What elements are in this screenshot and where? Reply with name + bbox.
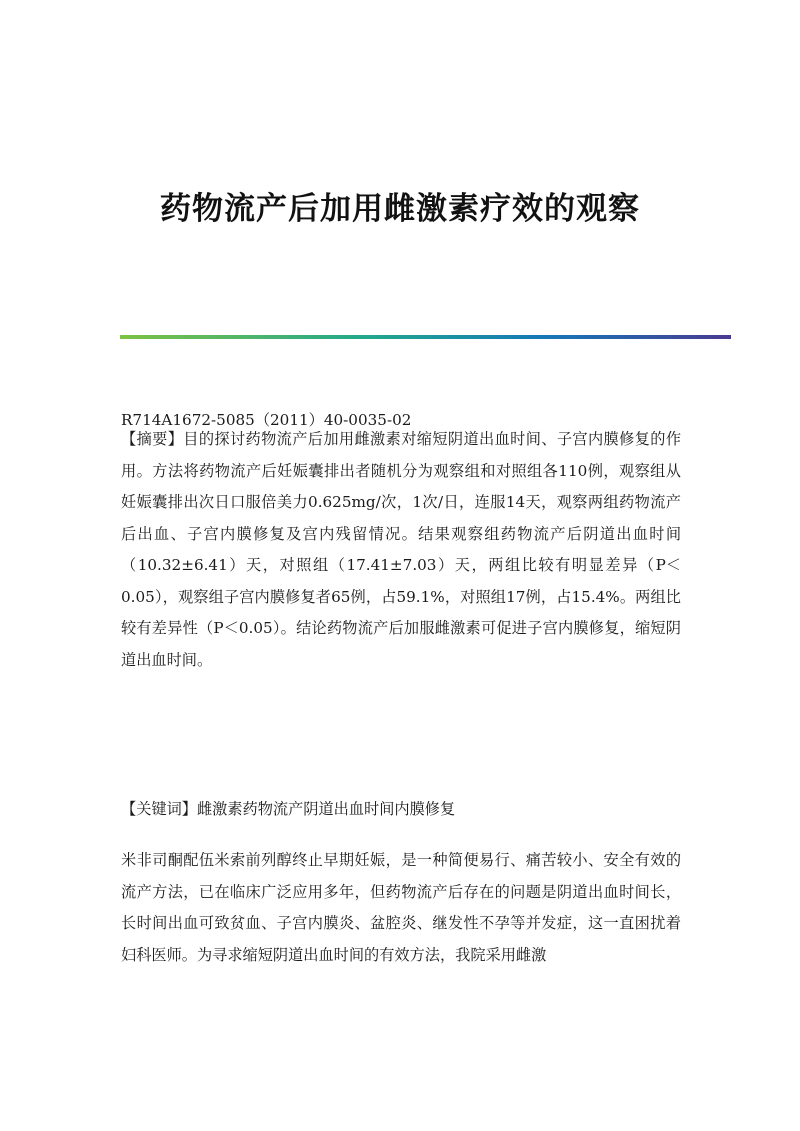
abstract-text: 目的探讨药物流产后加用雌激素对缩短阴道出血时间、子宫内膜修复的作用。方法将药物流产后妊娠囊排出者随机分为观察组和对照组各110例，观察组从妊娠囊排出次日口服倍美力0.625mg/次，1次/日，连服14天，观察两组药物流产后出血、子宫内膜修复及宫内残留情况。结果观察组药物流产后阴道出血时间（10.32±6.41）天，对照组（17.41±7.03）天，两组比较有明显差异（P＜0.05），观察组子宫内膜修复者65例，占59.1%，对照组17例，占15.4%。两组比较有差异性（P＜0.05）。结论药物流产后加服雌激素可促进子宫内膜修复，缩短阴道出血时间。 [121,430,682,669]
keywords-text: 雌激素药物流产阴道出血时间内膜修复 [196,800,456,818]
abstract-paragraph [121,424,681,676]
keywords-paragraph [121,794,681,826]
paper-title: 药物流产后加用雌激素疗效的观察 [160,191,640,227]
body-paragraph: 米非司酮配伍米索前列醇终止早期妊娠，是一种简便易行、痛苦较小、安全有效的流产方法，已在临床广泛应用多年，但药物流产后存在的问题是阴道出血时间长，长时间出血可致贫血、子宫内膜炎、盆腔炎、继发性不孕等并发症，这一直困扰着妇科医师。为寻求缩短阴道出血时间的有效方法，我院采用雌激 [121,851,681,964]
classification-number: R714A1672-5085（2011）40-0035-02 [121,411,412,429]
title-divider-rule [120,335,731,339]
abstract-label: 【摘要】 [121,430,184,448]
keywords-label: 【关键词】 [121,800,197,818]
